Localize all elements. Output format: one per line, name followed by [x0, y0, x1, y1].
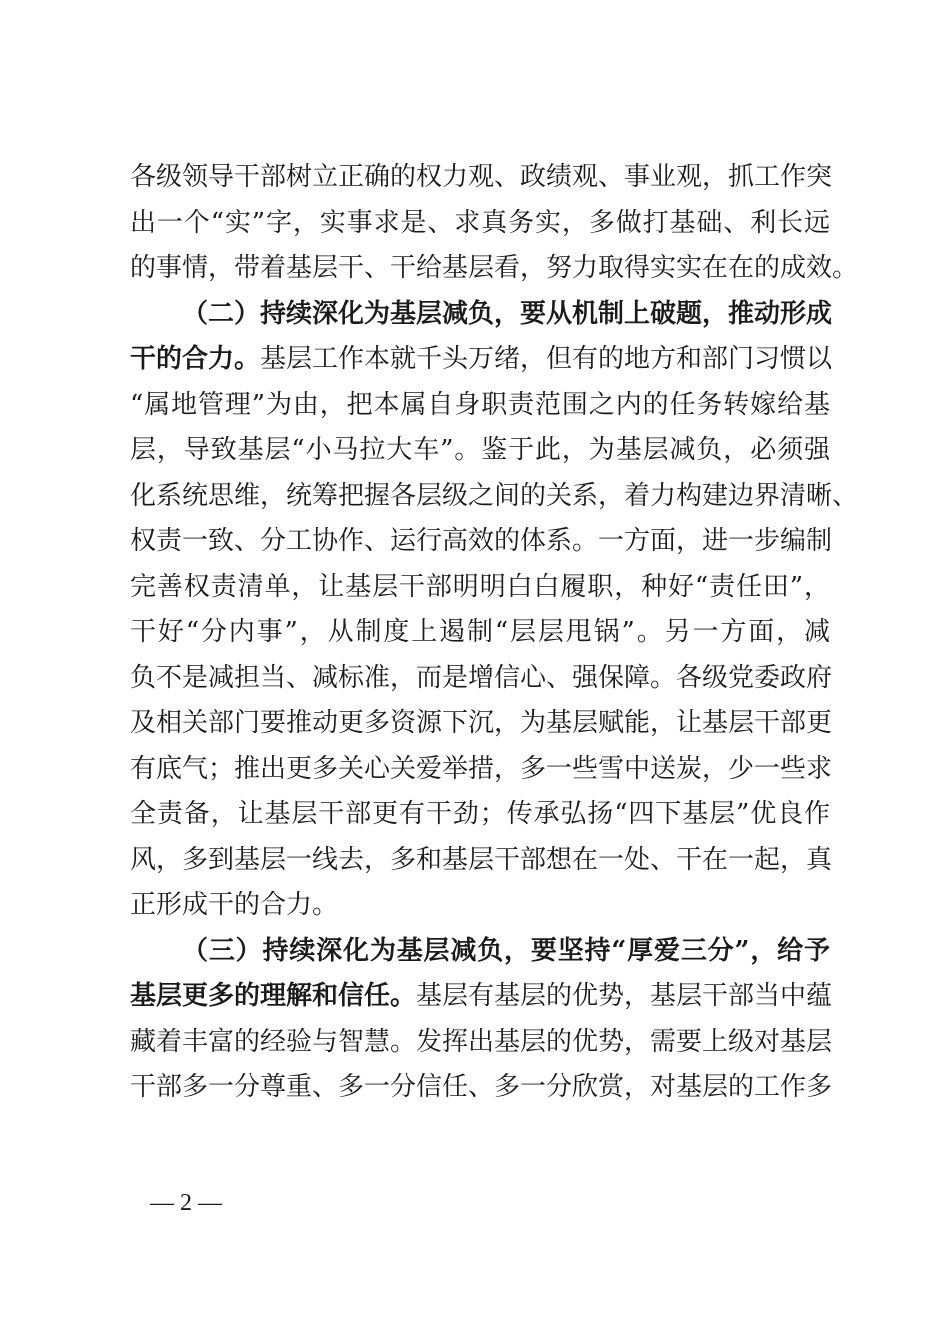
paragraph-line: 的事情，带着基层干、干给基层看，努力取得实实在在的成效。 — [130, 253, 859, 283]
paragraph-line: 化系统思维，统筹把握各层级之间的关系，着力构建边界清晰、 — [130, 480, 859, 511]
paragraph-line: “属地管理”为由，把本属自身职责范围之内的任务转嫁给基 — [130, 389, 830, 420]
section-heading-3: （三）持续深化为基层减负，要坚持“厚爱三分”，给予 — [182, 935, 830, 966]
paragraph-text: 基层有基层的优势，基层干部当中蕴 — [416, 981, 833, 1011]
body-text — [130, 155, 859, 1111]
section-heading-3-end: 基层更多的理解和信任。 — [130, 981, 417, 1011]
paragraph-line: 完善权责清单，让基层干部明明白白履职，种好“责任田”， — [130, 571, 830, 602]
paragraph-text: 基层工作本就千头万绪，但有的地方和部门习惯以 — [260, 344, 833, 374]
paragraph-line: 正形成干的合力。 — [130, 890, 339, 920]
paragraph-line: 藏着丰富的经验与智慧。发挥出基层的优势，需要上级对基层 — [130, 1026, 833, 1057]
page-number: — 2 — — [150, 1190, 222, 1216]
section-heading-2-end: 干的合力。 — [130, 344, 261, 374]
paragraph-line: 负不是减担当、减标准，而是增信心、强保障。各级党委政府 — [130, 662, 833, 693]
paragraph-line: 干部多一分尊重、多一分信任、多一分欣赏，对基层的工作多 — [130, 1072, 833, 1102]
paragraph-line: 干好“分内事”，从制度上遏制“层层甩锅”。另一方面，减 — [130, 617, 830, 647]
paragraph-line: 及相关部门要推动更多资源下沉，为基层赋能，让基层干部更 — [130, 708, 833, 738]
paragraph-line — [130, 337, 833, 383]
paragraph-line: 全责备，让基层干部更有干劲；传承弘扬“四下基层”优良作 — [130, 799, 830, 829]
paragraph-line: 有底气；推出更多关心关爱举措，多一些雪中送炭，少一些求 — [130, 753, 833, 784]
paragraph-line: 层，导致基层“小马拉大车”。鉴于此，为基层减负，必须强 — [130, 435, 830, 465]
paragraph-line: 风，多到基层一线去，多和基层干部想在一处、干在一起，真 — [130, 844, 833, 875]
paragraph-line — [130, 974, 833, 1020]
paragraph-line: 出一个“实”字，实事求是、求真务实，多做打基础、利长远 — [130, 207, 830, 238]
paragraph-line: 权责一致、分工协作、运行高效的体系。一方面，进一步编制 — [130, 526, 833, 556]
section-heading-2: （二）持续深化为基层减负，要从机制上破题，推动形成 — [182, 298, 833, 329]
paragraph-line: 各级领导干部树立正确的权力观、政绩观、事业观，抓工作突 — [130, 162, 833, 192]
